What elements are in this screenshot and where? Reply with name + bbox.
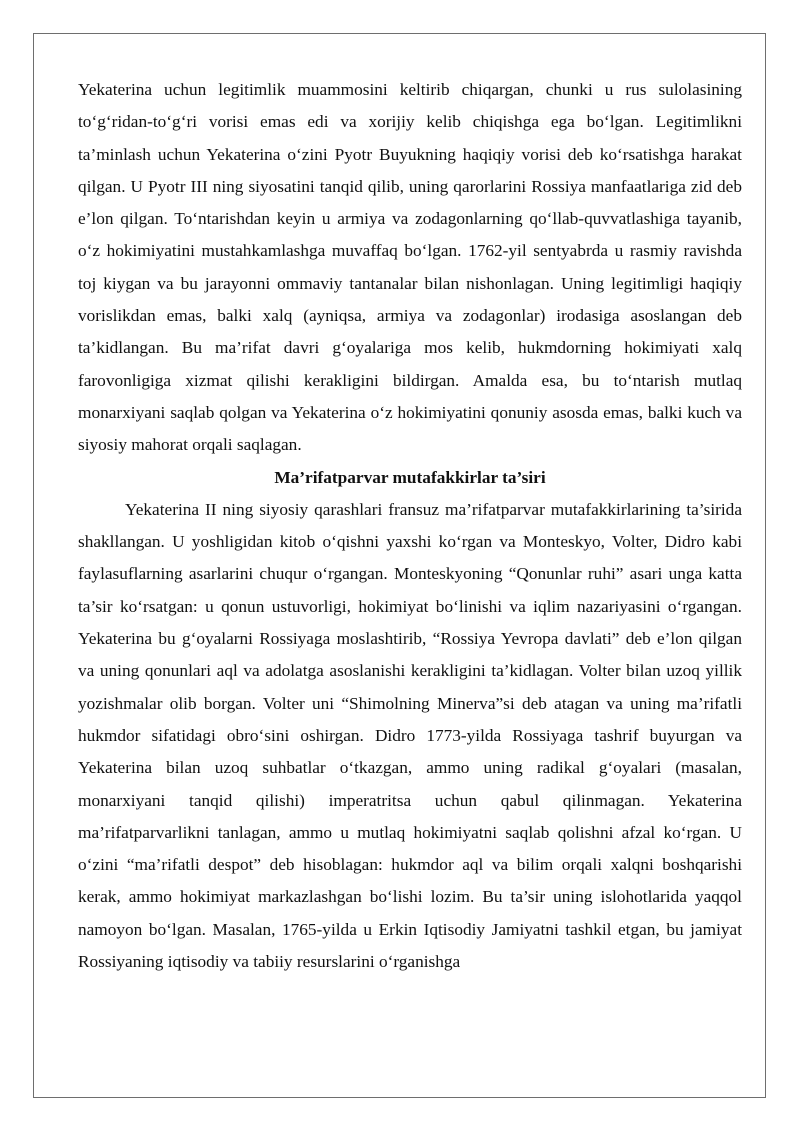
document-body	[78, 74, 742, 978]
section-heading: Ma’rifatparvar mutafakkirlar ta’siri	[274, 467, 546, 487]
body-paragraph-continuation: Yekaterina uchun legitimlik muammosini keltirib chiqargan, chunki u rus sulolasining to‘g‘ridan-to‘g‘ri vorisi emas edi va xorijiy kelib chiqishga ega bo‘lgan. Legitimlikni ta’minlash uchun Yekaterina o‘zini Pyotr Buyukning haqiqiy vorisi deb ko‘rsatishga harakat qilgan. U Pyotr III ning siyosatini tanqid qilib, uning qarorlarini Rossiya manfaatlariga zid deb e’lon qilgan. To‘ntarishdan keyin u armiya va zodagonlarning qo‘llab-quvvatlashiga tayanib, o‘z hokimiyatini mustahkamlashga muvaffaq bo‘lgan. 1762-yil sentyabrda u rasmiy ravishda toj kiygan va bu jarayonni ommaviy tantanalar bilan nishonlagan. Uning legitimligi haqiqiy vorislikdan emas, balki xalq (ayniqsa, armiya va zodagonlar) irodasiga asoslangan deb ta’kidlangan. Bu ma’rifat davri g‘oyalariga mos kelib, hukmdorning hokimiyati xalq farovonligiga xizmat qilishi kerakligini bildirgan. Amalda esa, bu to‘ntarish mutlaq monarxiyani saqlab qolgan va Yekaterina o‘z hokimiyatini qonuniy asosda emas, balki kuch va siyosiy mahorat orqali saqlagan.	[78, 80, 742, 455]
body-paragraph-enlightenment: Yekaterina II ning siyosiy qarashlari fransuz ma’rifatparvar mutafakkirlarining ta’sirida shakllangan. U yoshligidan kitob o‘qishni yaxshi ko‘rgan va Monteskyo, Volter, Didro kabi faylasuflarning asarlarini chuqur o‘rgangan. Monteskyoning “Qonunlar ruhi” asari unga katta ta’sir ko‘rsatgan: u qonun ustuvorligi, hokimiyat bo‘linishi va iqlim nazariyasini o‘rgangan. Yekaterina bu g‘oyalarni Rossiyaga moslashtirib, “Rossiya Yevropa davlati” deb e’lon qilgan va uning qonunlari aql va adolatga asoslanishi kerakligini ta’kidlagan. Volter bilan uzoq yillik yozishmalar olib borgan. Volter uni “Shimolning Minerva”si deb atagan va uning ma’rifatli hukmdor sifatidagi obro‘sini oshirgan. Didro 1773-yilda Rossiyaga tashrif buyurgan va Yekaterina bilan uzoq suhbatlar o‘tkazgan, ammo uning radikal g‘oyalari (masalan, monarxiyani tanqid qilishi) imperatritsa uchun qabul qilinmagan. Yekaterina ma’rifatparvarlikni tanlagan, ammo u mutlaq hokimiyatni saqlab qolishni afzal ko‘rgan. U o‘zini “ma’rifatli despot” deb hisoblagan: hukmdor aql va bilim orqali xalqni boshqarishi kerak, ammo hokimiyat markazlashgan bo‘lishi lozim. Bu ta’sir uning islohotlarida yaqqol namoyon bo‘lgan. Masalan, 1765-yilda u Erkin Iqtisodiy Jamiyatni tashkil etgan, bu jamiyat Rossiyaning iqtisodiy va tabiiy resurslarini o‘rganishga	[78, 499, 742, 972]
